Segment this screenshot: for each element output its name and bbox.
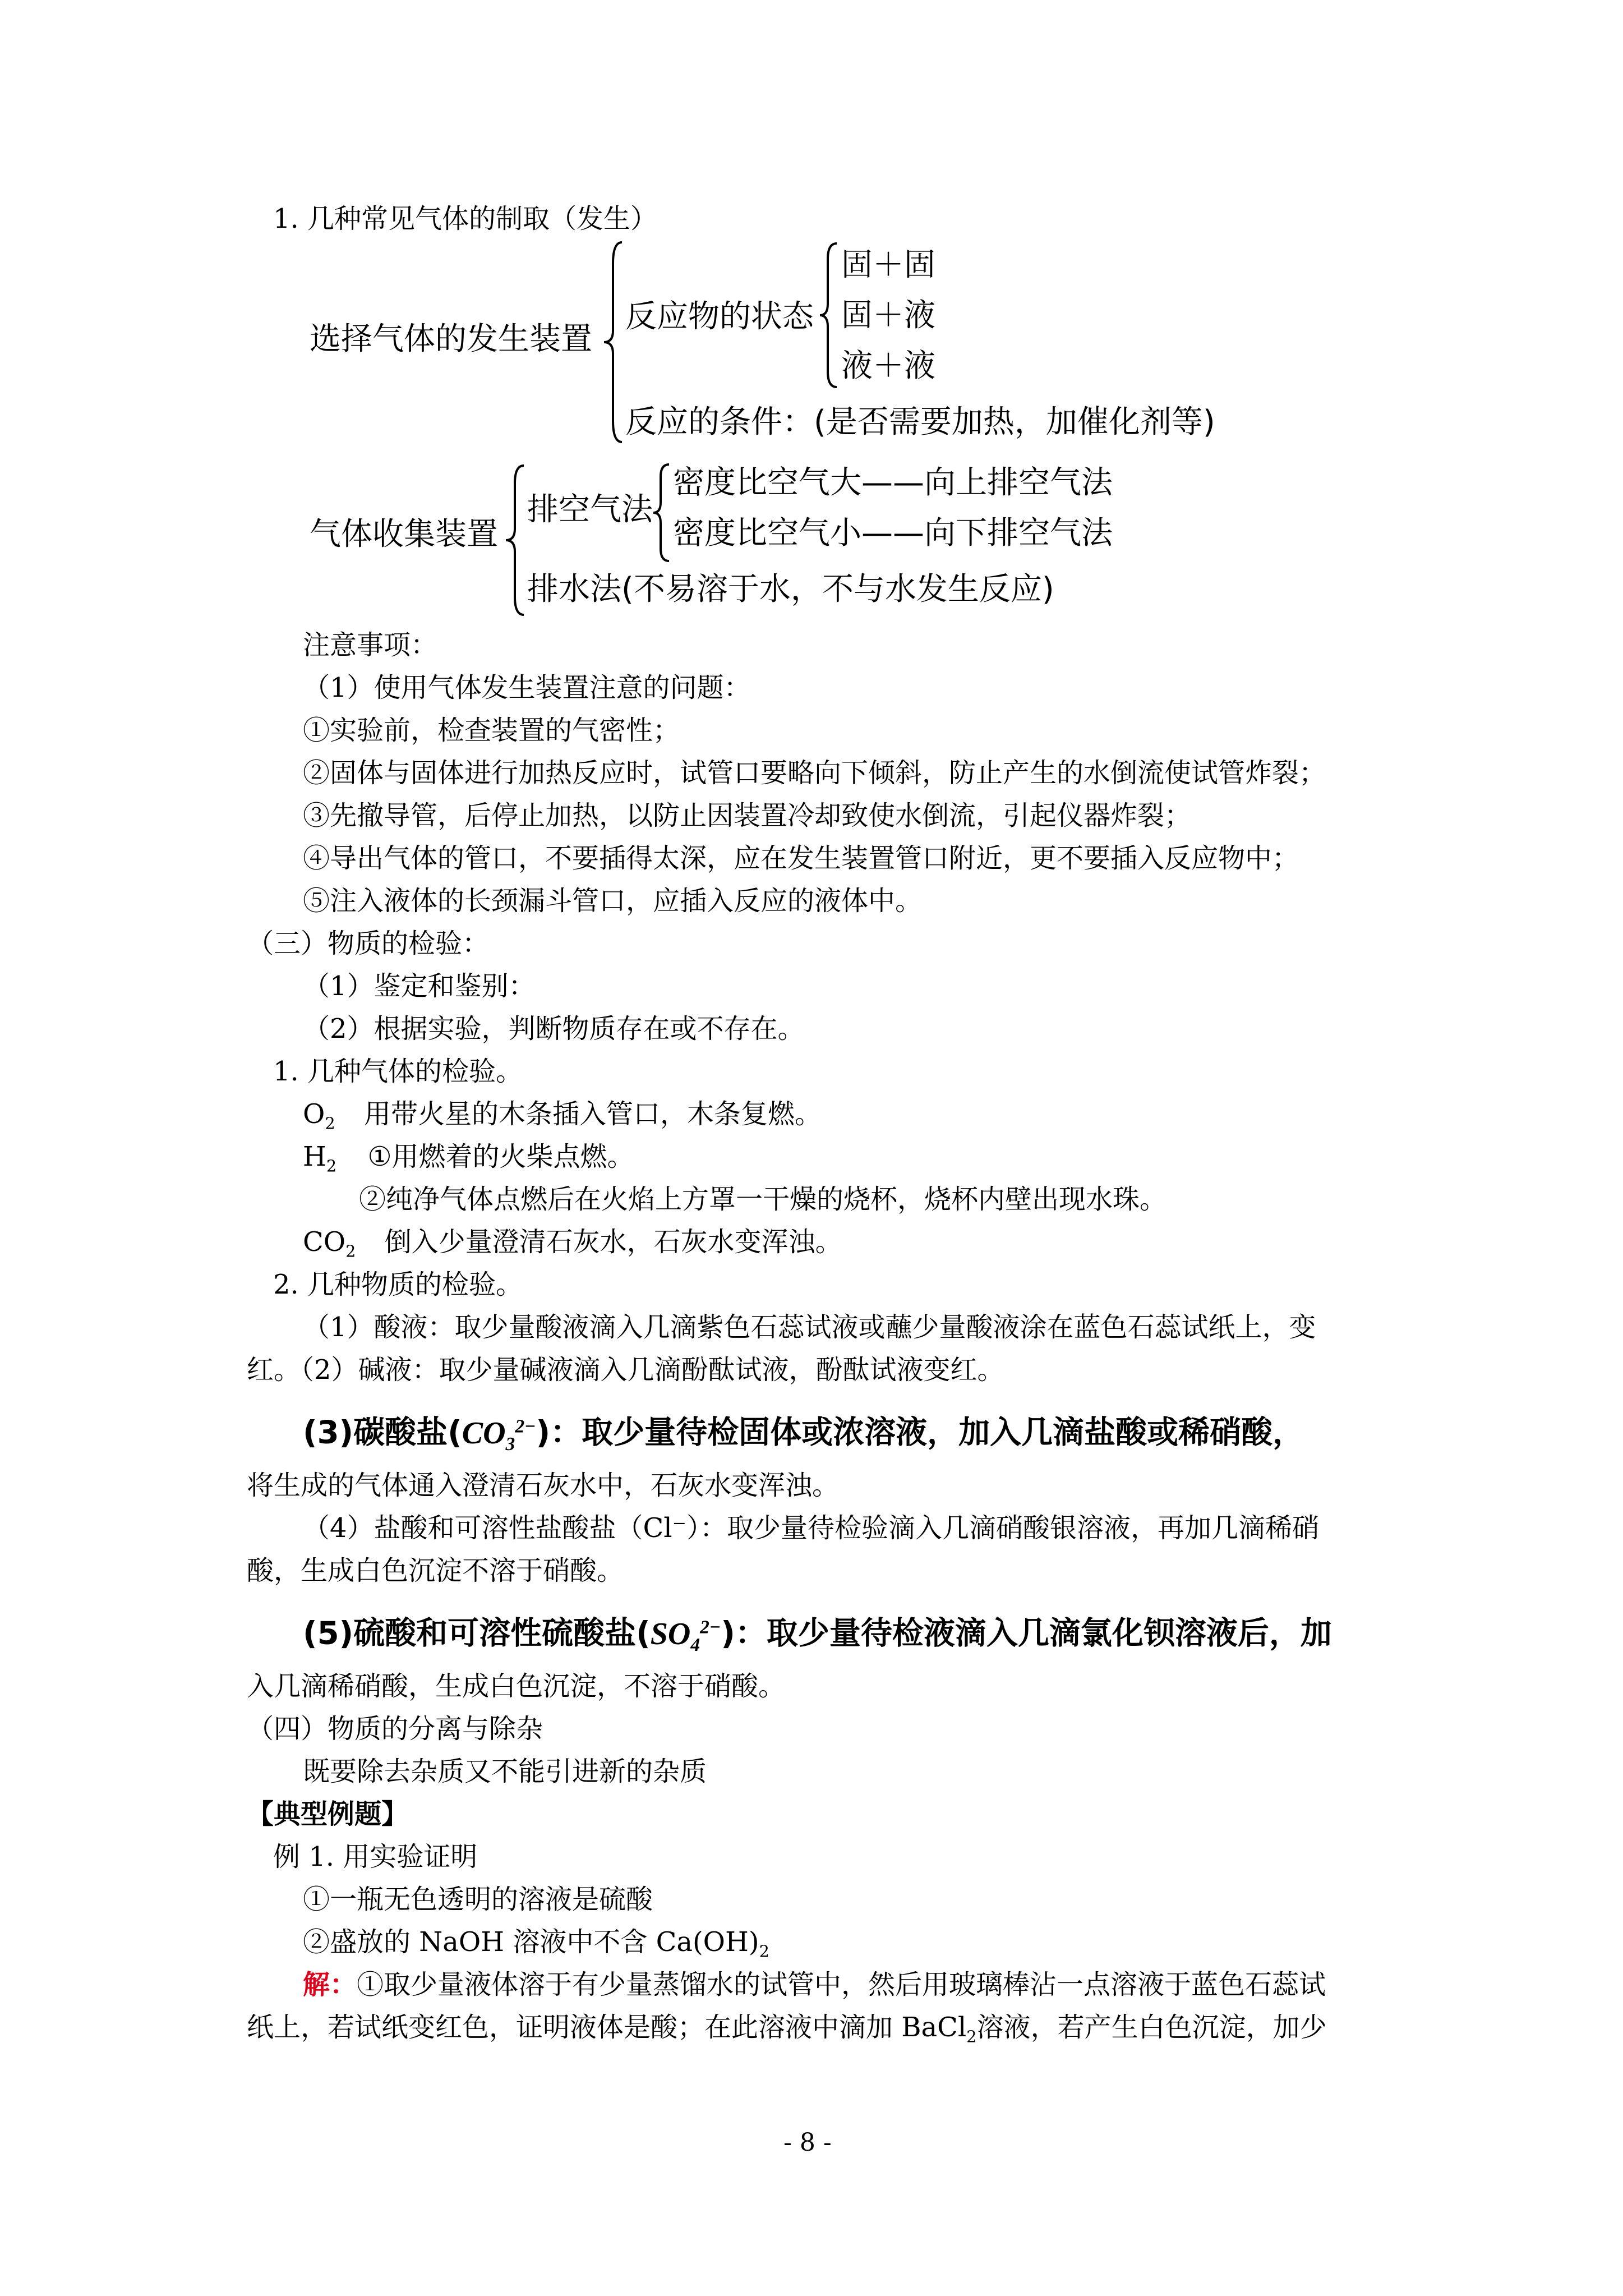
notes-item-5: ④导出气体的管口，不要插得太深，应在发生装置管口附近，更不要插入反应物中； <box>303 843 1299 874</box>
tree2-upward: 密度比空气大——向上排空气法 <box>673 464 1113 501</box>
notes-item-2: ①实验前，检查装置的气密性； <box>303 715 680 746</box>
sulfate-test-line-1: (5)硫酸和可溶性硫酸盐$(SO_4^{2-})$：取少量待检液滴入几滴氯化钡溶液后，加 <box>303 1615 1332 1655</box>
tree1-liquid-liquid: 液＋液 <box>841 348 935 384</box>
example-1-title: 例 1. 用实验证明 <box>273 1841 478 1872</box>
substance-test-heading: 2. 几种物质的检验。 <box>273 1269 523 1300</box>
tree1-root: 选择气体的发生装置 <box>310 321 592 357</box>
tree2-brace-outer <box>505 464 525 616</box>
notes-item-3: ②固体与固体进行加热反应时，试管口要略向下倾斜，防止产生的水倒流使试管炸裂； <box>303 757 1326 789</box>
notes-item-1: （1）使用气体发生装置注意的问题： <box>303 672 751 703</box>
tree1-brace-state <box>819 242 838 388</box>
section-four-text: 既要除去杂质又不能引进新的杂质 <box>303 1756 707 1787</box>
tree2-water-method: 排水法(不易溶于水，不与水发生反应) <box>527 571 1054 608</box>
page-number: - 8 - <box>783 2128 832 2157</box>
carbonate-test-line-2: 将生成的气体通入澄清石灰水中，石灰水变浑浊。 <box>247 1470 840 1501</box>
co2-test-text: 倒入少量澄清石灰水，石灰水变浑浊。 <box>384 1226 842 1258</box>
co2-formula: $CO_2$ <box>303 1226 356 1261</box>
tree2-air-method: 排空气法 <box>527 491 653 528</box>
section-three-item-1: （1）鉴定和鉴别： <box>303 970 536 1002</box>
example-1-item-2: ②盛放的 NaOH 溶液中不含 $Ca(OH)_2$ <box>303 1926 769 1961</box>
carbonate-ion: $CO_3^{2-}$ <box>462 1415 536 1455</box>
gas-test-heading: 1. 几种气体的检验。 <box>273 1056 523 1087</box>
section-three-heading: （三）物质的检验： <box>247 928 490 959</box>
co2-test <box>303 1225 842 1268</box>
tree2-brace-air <box>652 463 670 562</box>
section-three-item-2: （2）根据实验，判断物质存在或不存在。 <box>303 1013 805 1045</box>
heading-gas-preparation: 1. 几种常见气体的制取（发生） <box>273 203 658 234</box>
h2-test <box>303 1140 634 1183</box>
section-four-heading: （四）物质的分离与除杂 <box>247 1713 543 1745</box>
solution-line-2: 纸上，若试纸变红色，证明液体是酸；在此溶液中滴加 BaCl$_2$溶液，若产生白色沉淀，加少 <box>247 2012 1327 2046</box>
typical-examples-heading: 【典型例题】 <box>247 1798 409 1830</box>
o2-formula: $O_2$ <box>303 1098 335 1133</box>
chloride-test-line-2: 酸，生成白色沉淀不溶于硝酸。 <box>247 1555 624 1586</box>
chloride-test-line-1: （4）盐酸和可溶性盐酸盐（Cl⁻）：取少量待检验滴入几滴硝酸银溶液，再加几滴稀硝 <box>303 1512 1319 1544</box>
o2-test-text: 用带火星的木条插入管口，木条复燃。 <box>363 1098 822 1130</box>
tree2-root: 气体收集装置 <box>310 516 498 553</box>
acid-test-line-2: 红。（2）碱液：取少量碱液滴入几滴酚酞试液，酚酞试液变红。 <box>247 1354 1004 1386</box>
tree1-solid-solid: 固＋固 <box>841 247 935 283</box>
solution-label: 解： <box>303 1969 357 2000</box>
sulfate-ion: $SO_4^{2-}$ <box>650 1616 721 1655</box>
example-1-item-1: ①一瓶无色透明的溶液是硫酸 <box>303 1884 653 1915</box>
h2-test-text-2: ②纯净气体点燃后在火焰上方罩一干燥的烧杯，烧杯内壁出现水珠。 <box>359 1184 1167 1215</box>
h2-test-text: ①用燃着的火柴点燃。 <box>367 1141 634 1172</box>
o2-test <box>303 1097 822 1140</box>
notes-title: 注意事项： <box>303 629 438 661</box>
tree1-condition: 反应的条件：(是否需要加热，加催化剂等) <box>625 404 1215 440</box>
sulfate-test-line-2: 入几滴稀硝酸，生成白色沉淀，不溶于硝酸。 <box>247 1671 786 1702</box>
acid-test-line-1: （1）酸液：取少量酸液滴入几滴紫色石蕊试液或蘸少量酸液涂在蓝色石蕊试纸上，变 <box>303 1312 1316 1343</box>
tree1-solid-liquid: 固＋液 <box>841 297 935 334</box>
notes-item-4: ③先撤导管，后停止加热，以防止因装置冷却致使水倒流，引起仪器炸裂； <box>303 800 1192 831</box>
tree2-downward: 密度比空气小——向下排空气法 <box>673 515 1113 551</box>
solution-line-1: 解：①取少量液体溶于有少量蒸馏水的试管中，然后用玻璃棒沾一点溶液于蓝色石蕊试 <box>303 1969 1326 2000</box>
tree1-brace-outer <box>603 241 623 443</box>
notes-item-6: ⑤注入液体的长颈漏斗管口，应插入反应的液体中。 <box>303 885 923 917</box>
carbonate-test-line-1: (3)碳酸盐$(CO_3^{2-})$：取少量待检固体或浓溶液，加入几滴盐酸或稀硝酸， <box>303 1414 1304 1455</box>
tree1-state: 反应物的状态 <box>625 298 814 335</box>
h2-formula: $H_2$ <box>303 1141 337 1176</box>
